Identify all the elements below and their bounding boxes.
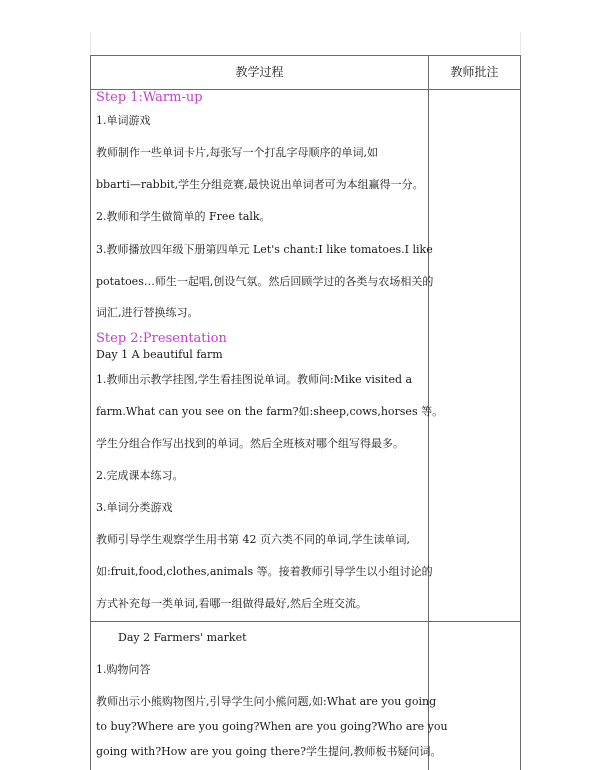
text-line: 方式补充每一类单词,看哪一组做得最好,然后全班交流。 (96, 597, 367, 610)
text-line: Day 2 Farmers' market (118, 631, 247, 644)
text-line: 3.教师播放四年级下册第四单元 Let's chant:I like tomatoes.I like (96, 243, 433, 256)
row-divider (90, 621, 521, 622)
step1-title: Step 1:Warm-up (96, 90, 203, 105)
text-line: 1.购物问答 (96, 663, 151, 676)
text-line: 词汇,进行替换练习。 (96, 306, 199, 319)
text-line: 教师出示小熊购物图片,引导学生问小熊问题,如:What are you going (96, 695, 437, 708)
text-line: bbarti—rabbit,学生分组竞赛,最快说出单词者可为本组赢得一分。 (96, 178, 424, 191)
text-line: going with?How are you going there?学生提问,教师板书疑问词。 (96, 745, 442, 758)
text-line: potatoes…师生一起唱,创设气氛。然后回顾学过的各类与农场相关的 (96, 275, 434, 288)
text-line: farm.What can you see on the farm?如:sheep,cows,horses 等。 (96, 405, 444, 418)
text-line: 1.单词游戏 (96, 114, 151, 127)
table-left-border (90, 55, 91, 770)
text-line: 3.单词分类游戏 (96, 501, 173, 514)
crop-mark-right (520, 32, 521, 54)
text-line: 2.教师和学生做简单的 Free talk。 (96, 210, 271, 223)
header-teaching-process: 教学过程 (235, 65, 284, 79)
text-line: Day 1 A beautiful farm (96, 348, 223, 361)
step2-title: Step 2:Presentation (96, 331, 227, 346)
text-line: 学生分组合作写出找到的单词。然后全班核对哪个组写得最多。 (96, 437, 404, 450)
text-line: 如:fruit,food,clothes,animals 等。接着教师引导学生以小组讨论的 (96, 565, 433, 578)
text-line: 1.教师出示教学挂图,学生看挂图说单词。教师问:Mike visited a (96, 373, 413, 386)
text-line: to buy?Where are you going?When are you going?Who are you (96, 720, 448, 733)
text-line: 2.完成课本练习。 (96, 469, 184, 482)
text-line: 教师制作一些单词卡片,每张写一个打乱字母顺序的单词,如 (96, 146, 378, 159)
table-right-border (520, 55, 521, 770)
text-line: 教师引导学生观察学生用书第 42 页六类不同的单词,学生读单词, (96, 533, 410, 546)
table-top-border (90, 55, 521, 56)
header-teacher-notes: 教师批注 (450, 65, 499, 79)
crop-mark-left (90, 32, 91, 54)
